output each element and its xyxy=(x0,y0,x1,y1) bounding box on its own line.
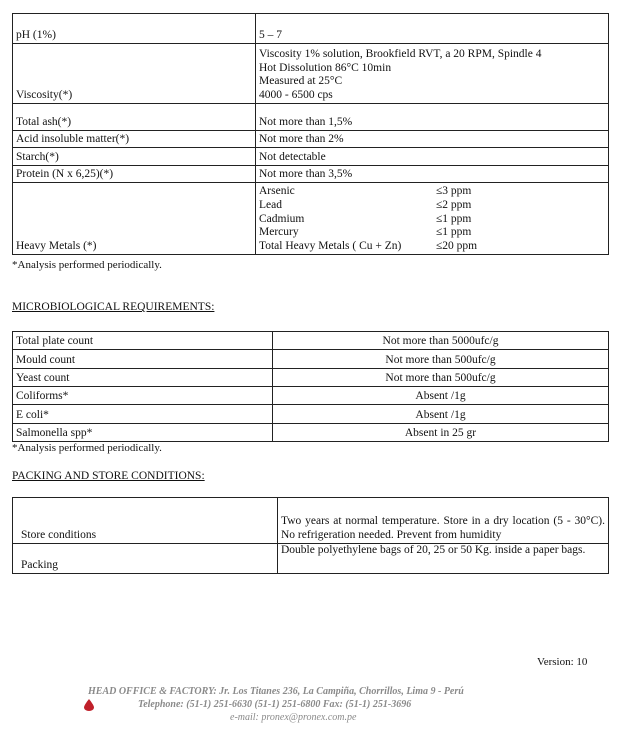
viscosity-line: Measured at 25°C xyxy=(259,75,343,88)
metal-limit: ≤3 ppm xyxy=(436,185,472,198)
param-label: Protein (N x 6,25)(*) xyxy=(13,166,256,183)
packing-heading: PACKING AND STORE CONDITIONS: xyxy=(12,470,205,482)
metal-limit: ≤20 ppm xyxy=(436,240,478,253)
micro-label: Yeast count xyxy=(13,369,273,387)
table-row xyxy=(13,369,609,387)
metal-row xyxy=(259,185,605,199)
footer-phone: Telephone: (51-1) 251-6630 (51-1) 251-6800 Fax: (51-1) 251-3696 xyxy=(138,699,412,710)
metal-row xyxy=(259,240,605,254)
metal-row xyxy=(259,226,605,240)
metal-name: Total Heavy Metals ( Cu + Zn) xyxy=(259,240,402,253)
table-row xyxy=(13,544,609,574)
metal-name: Cadmium xyxy=(259,212,305,225)
table-row xyxy=(13,350,609,369)
packing-value: Double polyethylene bags of 20, 25 or 50 Kg. inside a paper bags. xyxy=(278,544,609,574)
table-row xyxy=(13,44,609,104)
metal-row xyxy=(259,213,605,227)
packing-table xyxy=(12,497,609,574)
table-row xyxy=(13,424,609,442)
micro-label: Mould count xyxy=(13,350,273,369)
micro-label: Salmonella spp* xyxy=(13,424,273,442)
packing-value: Two years at normal temperature. Store in a dry location (5 - 30°C). No refrigeration needed. Prevent from humidity xyxy=(278,498,609,544)
param-label: Starch(*) xyxy=(13,148,256,166)
param-label: Heavy Metals (*) xyxy=(13,183,256,255)
metal-limit: ≤1 ppm xyxy=(436,212,472,225)
metal-name: Lead xyxy=(259,198,282,211)
metal-name: Mercury xyxy=(259,226,299,239)
table-row xyxy=(13,405,609,424)
table-row xyxy=(13,166,609,183)
param-value xyxy=(256,183,609,255)
table-row xyxy=(13,183,609,255)
micro-label: Total plate count xyxy=(13,332,273,350)
param-label: Viscosity(*) xyxy=(13,44,256,104)
table-row xyxy=(13,131,609,148)
param-label: Total ash(*) xyxy=(13,104,256,131)
version-label: Version: 10 xyxy=(537,656,588,668)
param-value: Not detectable xyxy=(256,148,609,166)
table-row xyxy=(13,14,609,44)
table-row xyxy=(13,332,609,350)
table-row xyxy=(13,498,609,544)
metal-row xyxy=(259,199,605,213)
micro-value: Not more than 500ufc/g xyxy=(273,350,609,369)
micro-label: E coli* xyxy=(13,405,273,424)
viscosity-line: Hot Dissolution 86°C 10min xyxy=(259,61,392,74)
param-value: Not more than 2% xyxy=(256,131,609,148)
param-value xyxy=(256,44,609,104)
viscosity-line: 4000 - 6500 cps xyxy=(259,89,333,102)
table-row xyxy=(13,104,609,131)
micro-table xyxy=(12,331,609,442)
packing-label: Store conditions xyxy=(13,498,278,544)
table-row xyxy=(13,387,609,405)
micro-value: Absent in 25 gr xyxy=(273,424,609,442)
table-row xyxy=(13,148,609,166)
micro-value: Not more than 5000ufc/g xyxy=(273,332,609,350)
param-value: Not more than 3,5% xyxy=(256,166,609,183)
param-value: 5 – 7 xyxy=(256,14,609,44)
metal-limit: ≤1 ppm xyxy=(436,226,472,239)
micro-label: Coliforms* xyxy=(13,387,273,405)
viscosity-line: Viscosity 1% solution, Brookfield RVT, a 20 RPM, Spindle 4 xyxy=(259,47,542,60)
analysis-note: *Analysis performed periodically. xyxy=(12,259,162,271)
packing-label: Packing xyxy=(13,544,278,574)
metal-name: Arsenic xyxy=(259,185,295,198)
micro-value: Absent /1g xyxy=(273,405,609,424)
micro-value: Not more than 500ufc/g xyxy=(273,369,609,387)
param-label: Acid insoluble matter(*) xyxy=(13,131,256,148)
physchem-table xyxy=(12,13,609,255)
micro-value: Absent /1g xyxy=(273,387,609,405)
param-label: pH (1%) xyxy=(13,14,256,44)
footer-office: HEAD OFFICE & FACTORY: Jr. Los Titanes 236, La Campiña, Chorrillos, Lima 9 - Perú xyxy=(88,686,464,697)
metal-limit: ≤2 ppm xyxy=(436,198,472,211)
micro-heading: MICROBIOLOGICAL REQUIREMENTS: xyxy=(12,301,215,313)
logo-drop-icon xyxy=(84,699,94,716)
param-value: Not more than 1,5% xyxy=(256,104,609,131)
footer-email: e-mail: pronex@pronex.com.pe xyxy=(230,712,357,723)
micro-note: *Analysis performed periodically. xyxy=(12,442,162,454)
